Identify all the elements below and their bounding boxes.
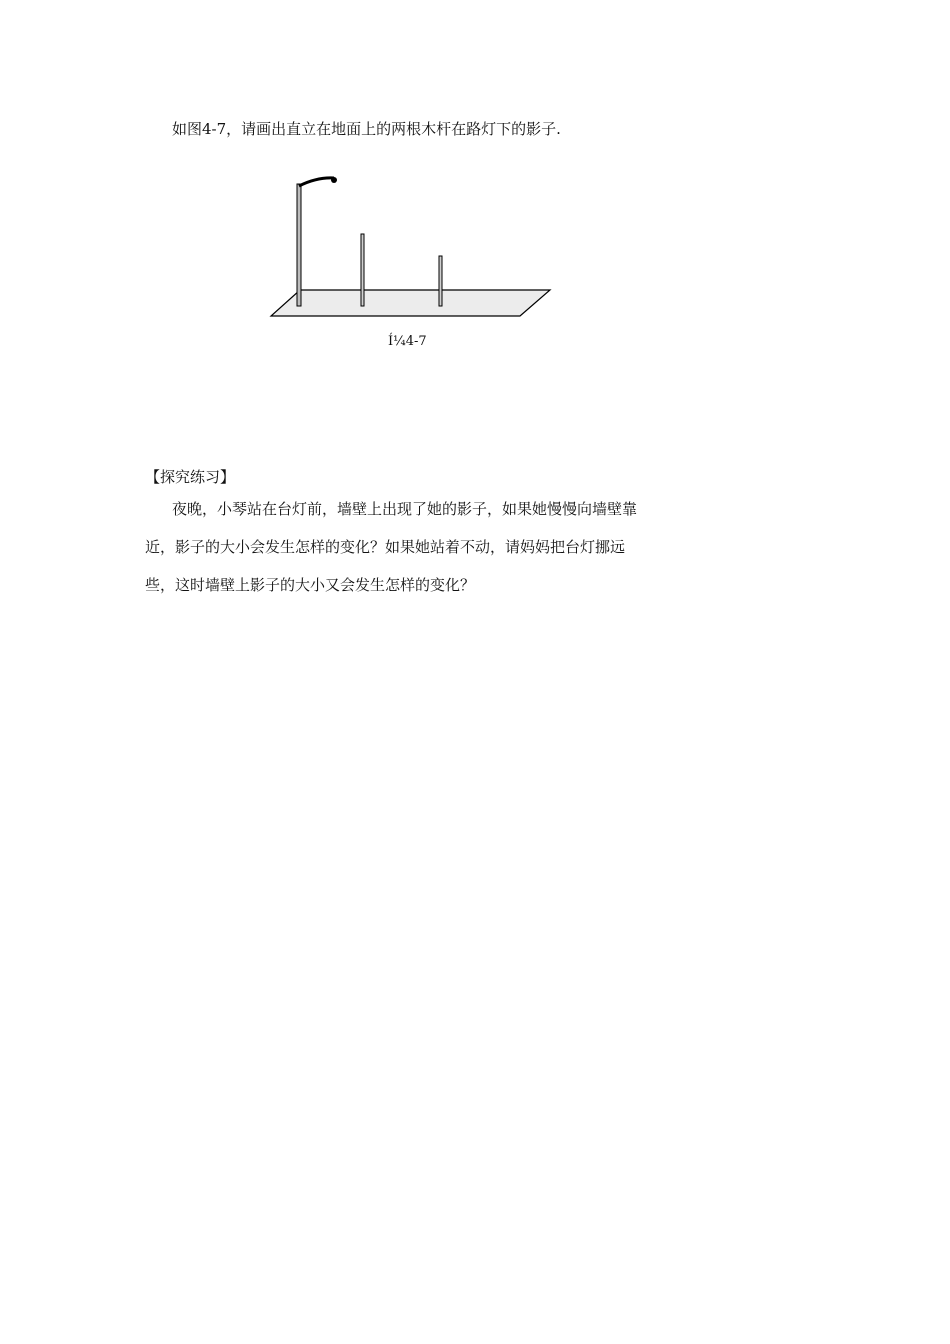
figure-caption: Í¼4-7	[388, 334, 427, 349]
wooden-pole-2	[439, 256, 442, 306]
exercise-line-2: 近，影子的大小会发生怎样的变化？如果她站着不动，请妈妈把台灯挪远	[145, 538, 626, 556]
streetlight-poles-figure	[265, 170, 565, 325]
ground-plane	[271, 290, 550, 316]
lamp-arm	[299, 178, 334, 186]
problem-statement: 如图4-7，请画出直立在地面上的两根木杆在路灯下的影子.	[172, 120, 561, 138]
wooden-pole-1	[361, 234, 364, 306]
lamp-bulb	[331, 177, 337, 183]
lamp-pole	[297, 184, 301, 306]
section-title: 【探究练习】	[145, 468, 236, 486]
exercise-line-3: 些，这时墙壁上影子的大小又会发生怎样的变化？	[145, 576, 476, 594]
exercise-line-1: 夜晚，小琴站在台灯前，墙壁上出现了她的影子，如果她慢慢向墙壁靠	[172, 500, 638, 518]
